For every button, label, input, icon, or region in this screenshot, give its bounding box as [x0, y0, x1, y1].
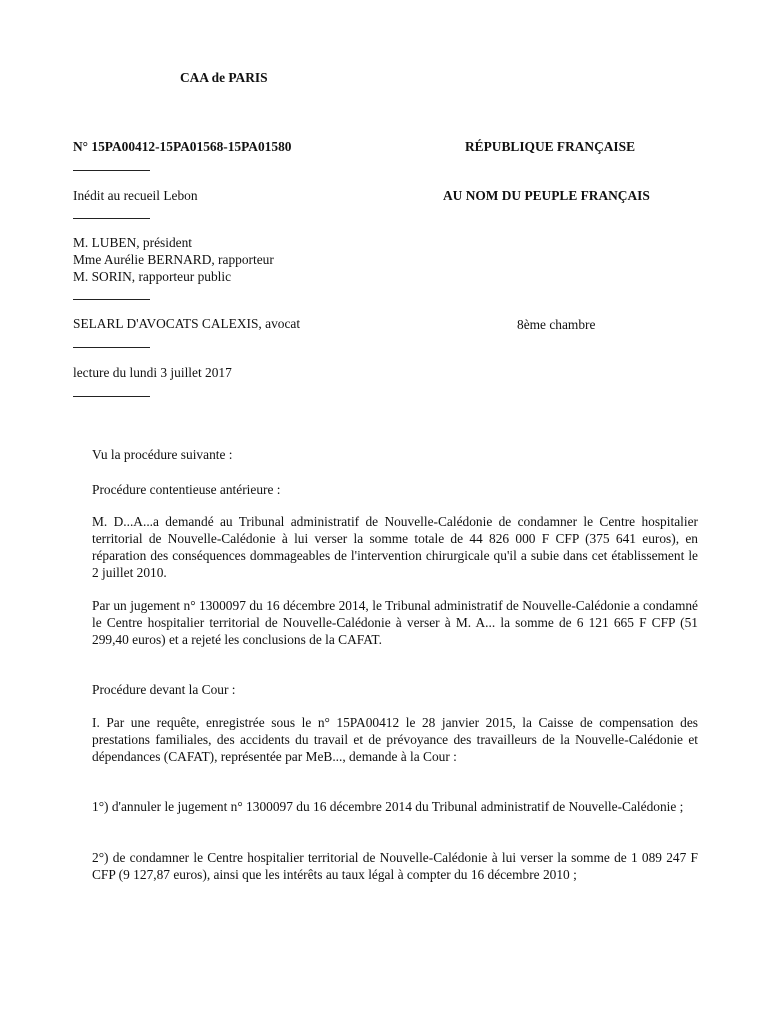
court-name: CAA de PARIS [180, 70, 268, 85]
paragraph: I. Par une requête, enregistrée sous le n° 15PA00412 le 28 janvier 2015, la Caisse de compensation des prestations familiales, des accidents du travail et de prévoyance des travailleurs de la Nouvelle-Calédonie et dépendances (CAFAT), représentée par MeB..., demande à la Cour : [92, 715, 698, 764]
separator-rule [73, 396, 150, 397]
chamber-label: 8ème chambre [517, 317, 596, 332]
section-heading-prior: Procédure contentieuse antérieure : [92, 482, 281, 497]
lawyer-line: SELARL D'AVOCATS CALEXIS, avocat [73, 316, 301, 331]
separator-rule [73, 218, 150, 219]
reading-date: lecture du lundi 3 juillet 2017 [73, 365, 232, 380]
paragraph: M. D...A...a demandé au Tribunal administratif de Nouvelle-Calédonie de condamner le Centre hospitalier territorial de Nouvelle-Calédonie à lui verser la somme totale de 44 826 000 F CFP (375 641 euros), en réparation des conséquences dommageables de l'intervention chirurgicale qu'il a subie dans cet établissement le 2 juillet 2010. [92, 514, 698, 580]
president-line: M. LUBEN, président [73, 235, 193, 250]
paragraph: 2°) de condamner le Centre hospitalier territorial de Nouvelle-Calédonie à lui verser la somme de 1 089 247 F CFP (9 127,87 euros), ainsi que les intérêts au taux légal à compter du 16 décembre 2010 ; [92, 850, 698, 882]
separator-rule [73, 347, 150, 348]
paragraph: 1°) d'annuler le jugement n° 1300097 du 16 décembre 2014 du Tribunal administratif de Nouvelle-Calédonie ; [92, 799, 684, 814]
public-rapporteur-line: M. SORIN, rapporteur public [73, 269, 232, 284]
section-heading-court: Procédure devant la Cour : [92, 682, 236, 697]
separator-rule [73, 299, 150, 300]
publication-status: Inédit au recueil Lebon [73, 188, 198, 203]
case-number: N° 15PA00412-15PA01568-15PA01580 [73, 139, 292, 154]
separator-rule [73, 170, 150, 171]
republic-heading: RÉPUBLIQUE FRANÇAISE [465, 139, 636, 154]
people-heading: AU NOM DU PEUPLE FRANÇAIS [443, 188, 650, 203]
intro-line: Vu la procédure suivante : [92, 447, 233, 462]
rapporteur-line: Mme Aurélie BERNARD, rapporteur [73, 252, 274, 267]
paragraph: Par un jugement n° 1300097 du 16 décembre 2014, le Tribunal administratif de Nouvelle-Calédonie a condamné le Centre hospitalier territorial de Nouvelle-Calédonie à verser à M. A... la somme de 6 121 665 F CFP (51 299,40 euros) et a rejeté les conclusions de la CAFAT. [92, 598, 698, 647]
